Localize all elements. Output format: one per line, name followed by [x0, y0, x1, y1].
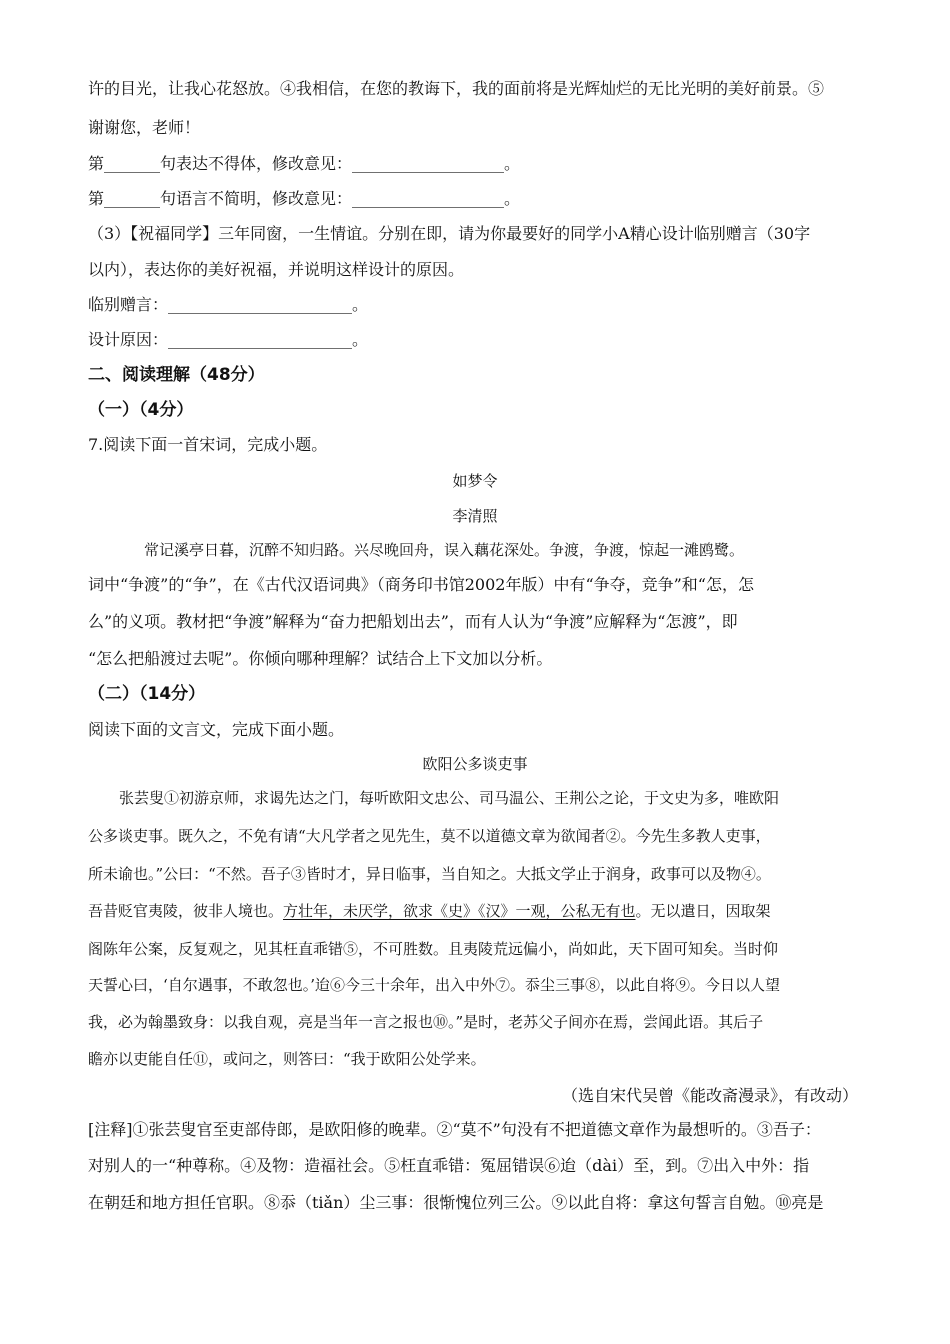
- passage-line: [88, 901, 771, 921]
- part-heading-1: （一）（4分）: [88, 400, 194, 420]
- passage-title: 欧阳公多谈吏事: [422, 755, 528, 773]
- poem-author: 李清照: [452, 507, 498, 525]
- passage-line: 所未谕也。”公曰：“不然。吾子③皆时才，异日临事，当自知之。大抵文学止于润身，政事可以及物④。: [88, 865, 771, 883]
- notes-line: 对别人的一“种尊称。④及物：造福社会。⑤枉直乖错：冤屈错误⑥迨（dài）至，到。⑦出入中外：指: [88, 1156, 810, 1175]
- passage-text: 。无以遣日，因取架: [635, 902, 771, 920]
- passage-line: 我，必为翰墨致身：以我自观，亮是当年一言之报也⑩。”是时，老苏父子间亦在焉，尝闻此语。其后子: [88, 1013, 764, 1031]
- text-line: 谢谢您，老师！: [88, 118, 201, 137]
- notes-line: 在朝廷和地方担任官职。⑧忝（tiǎn）尘三事：很惭愧位列三公。⑨以此自将：拿这句誓言自勉。⑩亮是: [88, 1193, 824, 1212]
- text-line: 么”的义项。教材把“争渡”解释为“奋力把船划出去”，而有人认为“争渡”应解释为“怎渡”，即: [88, 612, 738, 631]
- passage-line: 瞻亦以吏能自任⑪，或问之，则答曰：“我于欧阳公处学来。: [88, 1050, 486, 1068]
- section-heading: 二、阅读理解（48分）: [88, 365, 265, 385]
- underlined-sentence: 方壮年，未厌学，欲求《史》《汉》一观，公私无有也: [283, 902, 636, 920]
- passage-line: 阁陈年公案，反复观之，见其枉直乖错⑤，不可胜数。且夷陵荒远偏小，尚如此，天下固可知矣。当时仰: [88, 940, 779, 958]
- question-3: （3）【祝福同学】三年同窗，一生情谊。分别在即，请为你最要好的同学小A精心设计临别赠言（30字: [88, 224, 811, 243]
- poem-body: 常记溪亭日暮，沉醉不知归路。兴尽晚回舟，误入藕花深处。争渡，争渡，惊起一滩鸥鹭。: [144, 541, 745, 559]
- notes-line: [注释]①张芸叟官至吏部侍郎，是欧阳修的晚辈。②“莫不”句没有不把道德文章作为最想听的。③吾子：: [88, 1120, 821, 1139]
- blank-line-1: 第_______句表达不得体，修改意见：___________________。: [88, 154, 521, 173]
- source-citation: （选自宋代吴曾《能改斋漫录》，有改动）: [561, 1086, 858, 1105]
- reason-blank: 设计原因：_______________________。: [88, 330, 369, 349]
- passage-line: 天誓心曰，‘自尔遇事，不敢忽也。’迨⑥今三十余年，出入中外⑦。忝尘三事⑧，以此自将⑨。今日以人望: [88, 976, 781, 994]
- part-heading-2: （二）（14分）: [88, 684, 206, 704]
- text-line: “怎么把船渡过去呢”。你倾向哪种理解？试结合上下文加以分析。: [88, 649, 553, 668]
- text-line: 阅读下面的文言文，完成下面小题。: [88, 720, 345, 739]
- text-line: 许的目光，让我心花怒放。④我相信，在您的教诲下，我的面前将是光辉灿烂的无比光明的美好前景。⑤: [88, 79, 825, 98]
- question-7: 7.阅读下面一首宋词，完成小题。: [88, 435, 328, 454]
- passage-line: 张芸叟①初游京师，求谒先达之门，每听欧阳文忠公、司马温公、王荆公之论，于文史为多，唯欧阳: [119, 789, 780, 807]
- farewell-blank: 临别赠言：_______________________。: [88, 295, 369, 314]
- passage-text: 吾昔贬官夷陵，彼非人境也。: [88, 902, 284, 920]
- passage-line: 公多谈吏事。既久之，不免有请“大凡学者之见先生，莫不以道德文章为欲闻者②。今先生多教人吏事，: [88, 827, 771, 845]
- blank-line-2: 第_______句语言不简明，修改意见：___________________。: [88, 189, 521, 208]
- text-line: 以内），表达你的美好祝福，并说明这样设计的原因。: [88, 260, 465, 279]
- poem-title: 如梦令: [452, 472, 498, 490]
- text-line: 词中“争渡”的“争”，在《古代汉语词典》（商务印书馆2002年版）中有“争夺，竞争”和“怎，怎: [88, 575, 754, 594]
